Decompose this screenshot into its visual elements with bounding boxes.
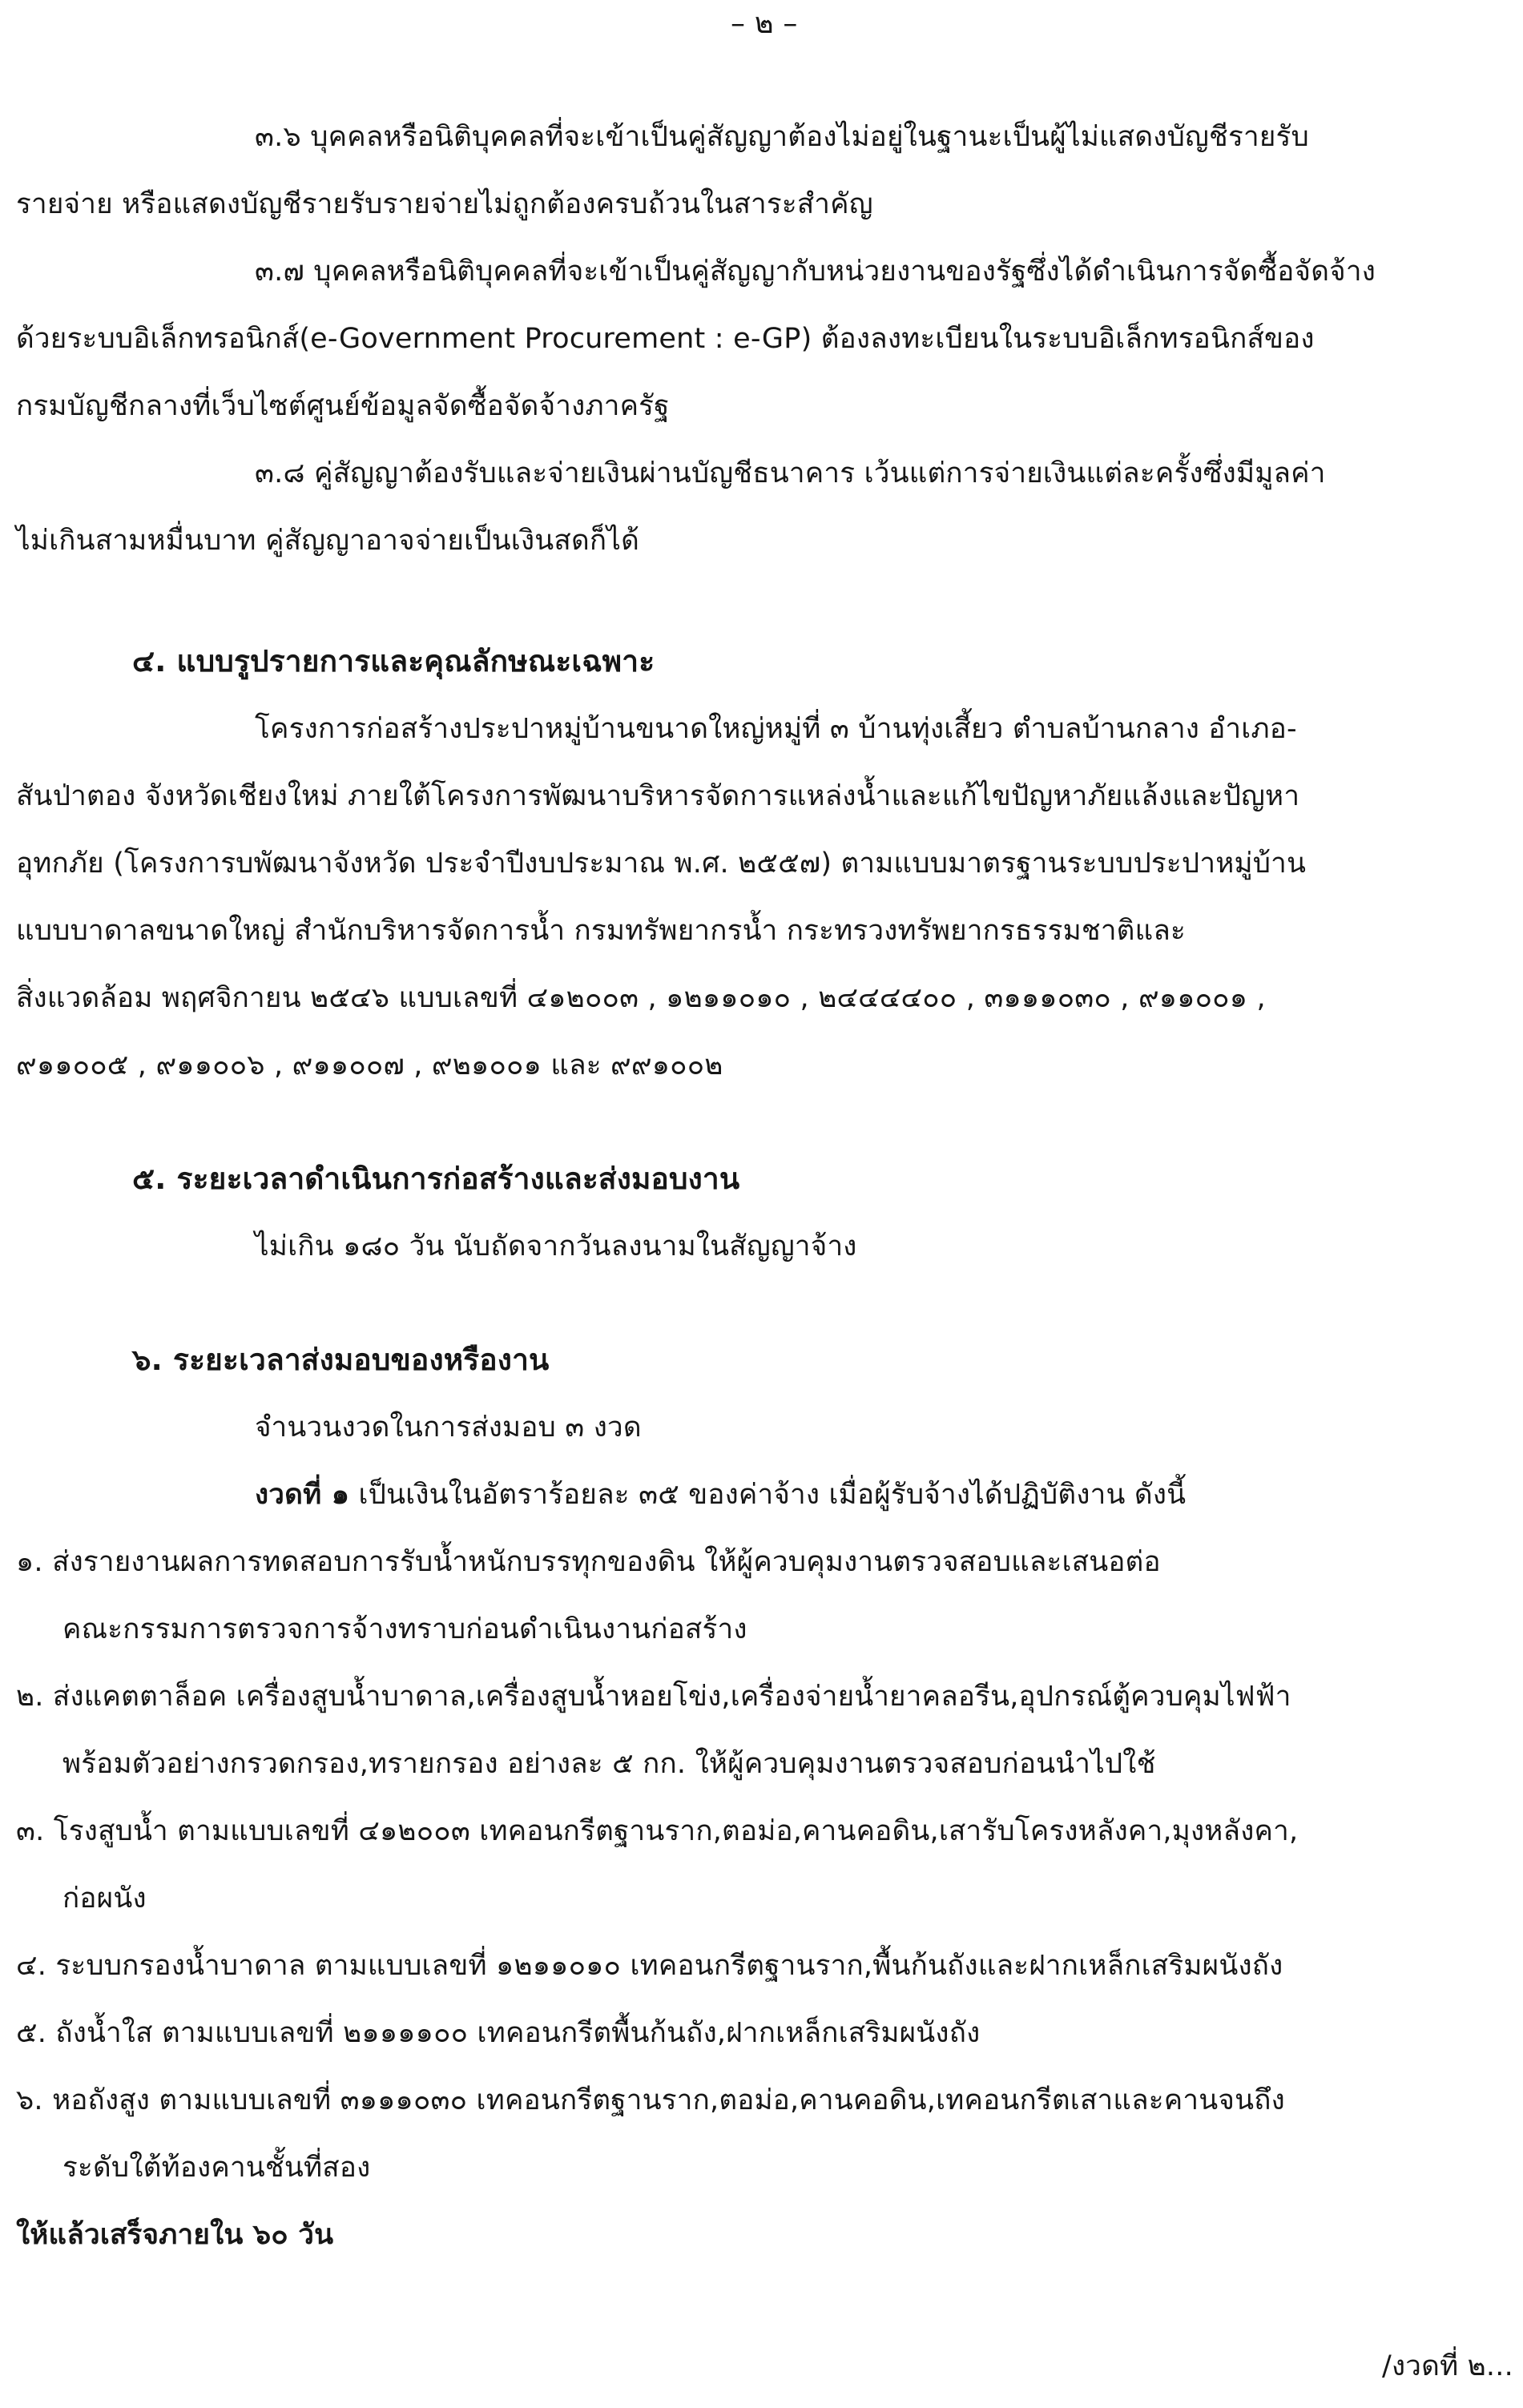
section-4-line-6: ๙๑๑๐๐๕ , ๙๑๑๐๐๖ , ๙๑๑๐๐๗ , ๙๒๑๐๐๑ และ ๙๙๑๐๐๒: [16, 1049, 723, 1081]
installment-1-label: งวดที่ ๑: [255, 1479, 350, 1511]
clause-3-7-line-2: ด้วยระบบอิเล็กทรอนิกส์(e-Government Procurement : e-GP) ต้องลงทะเบียนในระบบอิเล็กทรอนิกส์ของ: [16, 323, 1315, 355]
section-4-line-4: แบบบาดาลขนาดใหญ่ สำนักบริหารจัดการน้ำ กรมทรัพยากรน้ำ กระทรวงทรัพยากรธรรมชาติและ: [16, 915, 1187, 947]
section-4-line-1: โครงการก่อสร้างประปาหมู่บ้านขนาดใหญ่หมู่ที่ ๓ บ้านทุ่งเสี้ยว ตำบลบ้านกลาง อำเภอ-: [255, 713, 1297, 745]
clause-3-6-line-1: ๓.๖ บุคคลหรือนิติบุคคลที่จะเข้าเป็นคู่สัญญาต้องไม่อยู่ในฐานะเป็นผู้ไม่แสดงบัญชีรายรับ: [255, 121, 1309, 153]
section-4-line-3: อุทกภัย (โครงการบพัฒนาจังหวัด ประจำปีงบประมาณ พ.ศ. ๒๕๕๗) ตามแบบมาตรฐานระบบประปาหมู่บ้าน: [16, 848, 1307, 880]
work-item-4: ๔. ระบบกรองน้ำบาดาล ตามแบบเลขที่ ๑๒๑๑๐๑๐ เทคอนกรีตฐานราก,พื้นก้นถังและฝากเหล็กเสริมผนังถัง: [16, 1950, 1283, 1982]
clause-3-6-line-2: รายจ่าย หรือแสดงบัญชีรายรับรายจ่ายไม่ถูกต้องครบถ้วนในสาระสำคัญ: [16, 188, 873, 220]
page-number: – ๒ –: [731, 7, 798, 40]
clause-3-8-line-2: ไม่เกินสามหมื่นบาท คู่สัญญาอาจจ่ายเป็นเงินสดก็ได้: [16, 525, 639, 557]
work-item-5: ๕. ถังน้ำใส ตามแบบเลขที่ ๒๑๑๑๑๐๐ เทคอนกรีตพื้นก้นถัง,ฝากเหล็กเสริมผนังถัง: [16, 2017, 981, 2049]
clause-3-8-line-1: ๓.๘ คู่สัญญาต้องรับและจ่ายเงินผ่านบัญชีธนาคาร เว้นแต่การจ่ายเงินแต่ละครั้งซึ่งมีมูลค่า: [255, 457, 1326, 489]
work-item-3-line-1: ๓. โรงสูบน้ำ ตามแบบเลขที่ ๔๑๒๐๐๓ เทคอนกรีตฐานราก,ตอม่อ,คานคอดิน,เสารับโครงหลังคา,มุงหลังคา,: [16, 1815, 1299, 1847]
work-item-1-line-2: คณะกรรมการตรวจการจ้างทราบก่อนดำเนินงานก่อสร้าง: [62, 1613, 747, 1645]
clause-3-7-line-3: กรมบัญชีกลางที่เว็บไซต์ศูนย์ข้อมูลจัดซื้อจัดจ้างภาครัฐ: [16, 390, 670, 422]
installment-1-deadline: ให้แล้วเสร็จภายใน ๖๐ วัน: [16, 2219, 334, 2251]
section-4-heading: ๔. แบบรูปรายการและคุณลักษณะเฉพาะ: [132, 644, 655, 679]
clause-3-7-line-1: ๓.๗ บุคคลหรือนิติบุคคลที่จะเข้าเป็นคู่สัญญากับหน่วยงานของรัฐซึ่งได้ดำเนินการจัดซื้อจัดจ้าง: [255, 256, 1376, 288]
section-4-line-5: สิ่งแวดล้อม พฤศจิกายน ๒๕๔๖ แบบเลขที่ ๔๑๒๐๐๓ , ๑๒๑๑๐๑๐ , ๒๔๔๔๔๐๐ , ๓๑๑๑๐๓๐ , ๙๑๑๐๐๑ ,: [16, 982, 1266, 1014]
work-item-1-line-1: ๑. ส่งรายงานผลการทดสอบการรับน้ำหนักบรรทุกของดิน ให้ผู้ควบคุมงานตรวจสอบและเสนอต่อ: [16, 1546, 1161, 1578]
work-item-6-line-2: ระดับใต้ท้องคานชั้นที่สอง: [62, 2152, 371, 2184]
installment-1-line: [255, 1474, 1186, 1516]
work-item-6-line-1: ๖. หอถังสูง ตามแบบเลขที่ ๓๑๑๑๐๓๐ เทคอนกรีตฐานราก,ตอม่อ,คานคอดิน,เทคอนกรีตเสาและคานจนถึง: [16, 2084, 1285, 2116]
work-item-3-line-2: ก่อผนัง: [62, 1883, 147, 1915]
continuation-note: /งวดที่ ๒...: [1382, 2350, 1513, 2382]
section-4-line-2: สันป่าตอง จังหวัดเชียงใหม่ ภายใต้โครงการพัฒนาบริหารจัดการแหล่งน้ำและแก้ไขปัญหาภัยแล้งและปัญหา: [16, 780, 1300, 812]
work-item-2-line-1: ๒. ส่งแคตตาล็อค เครื่องสูบน้ำบาดาล,เครื่องสูบน้ำหอยโข่ง,เครื่องจ่ายน้ำยาคลอรีน,อุปกรณ์ตู้ควบคุมไฟฟ้า: [16, 1681, 1291, 1713]
section-5-text: ไม่เกิน ๑๘๐ วัน นับถัดจากวันลงนามในสัญญาจ้าง: [255, 1230, 857, 1262]
installment-1-text: เป็นเงินในอัตราร้อยละ ๓๕ ของค่าจ้าง เมื่อผู้รับจ้างได้ปฏิบัติงาน ดังนี้: [358, 1479, 1187, 1511]
section-5-heading: ๕. ระยะเวลาดำเนินการก่อสร้างและส่งมอบงาน: [132, 1162, 740, 1196]
installment-count: จำนวนงวดในการส่งมอบ ๓ งวด: [255, 1411, 642, 1444]
work-item-2-line-2: พร้อมตัวอย่างกรวดกรอง,ทรายกรอง อย่างละ ๕ กก. ให้ผู้ควบคุมงานตรวจสอบก่อนนำไปใช้: [62, 1748, 1156, 1780]
section-6-heading: ๖. ระยะเวลาส่งมอบของหรืองาน: [132, 1343, 550, 1377]
